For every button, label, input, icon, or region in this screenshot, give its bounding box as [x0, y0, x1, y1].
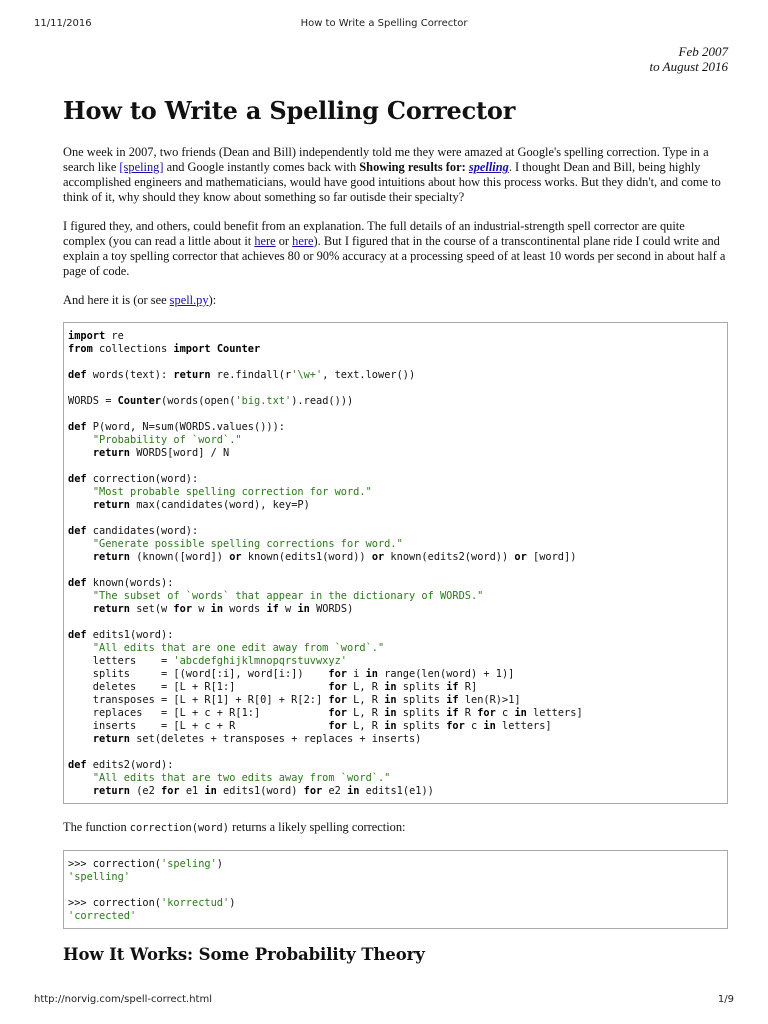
- print-footer: [34, 994, 734, 1008]
- explanation-paragraph: I figured they, and others, could benefit from an explanation. The full details of an industrial-strength spell corrector are quite complex (you can read a little about it here or here). But I figured that in the course of a transcontinental plane ride I could write and explain a toy spelling corrector that achieves 80 or 90% accuracy at a processing speed of at least 10 words per second in about half a page of code.: [63, 219, 726, 278]
- speling-search-link[interactable]: [speling]: [119, 160, 164, 174]
- section-heading: How It Works: Some Probability Theory: [63, 945, 425, 964]
- print-title: How to Write a Spelling Corrector: [300, 18, 468, 29]
- date-range: [63, 44, 728, 74]
- spelling-result-link[interactable]: spelling: [468, 160, 509, 174]
- date-range-start: Feb 2007: [678, 44, 728, 59]
- spell-py-link[interactable]: spell.py: [169, 293, 209, 307]
- print-date: 11/11/2016: [34, 18, 92, 29]
- here-link-1[interactable]: here: [254, 234, 276, 248]
- showing-results-label: Showing results for:: [359, 160, 466, 174]
- code-block: import re from collections import Counter def words(text): return re.findall(r'\w+', text.lower()) WORDS = Counter(words(open('big.txt').read())) def P(word, N=sum(WORDS.values())): "Probability of `word`." return WORDS[word] / N def correction(word): "Most probable spelling correction for word." return max(candidates(word), key=P) def candidates(word): "Generate possible spelling corrections for word." return (known([word]) or known(edits1(word)) or known(edits2(word)) or [word]) def known(words): "The subset of `words` that appear in the dictionary of WORDS." return set(w for w in words if w in WORDS) def edits1(word): "All edits that are one edit away from `word`." letters = 'abcdefghijklmnopqrstuvwxyz' splits = [(word[:i], word[i:]) for i in range(len(word) + 1)] deletes = [L + R[1:] for L, R in splits if R] transposes = [L + R[1] + R[0] + R[2:] for L, R in splits if len(R)>1] replaces = [L + c + R[1:] for L, R in splits if R for c in letters] inserts = [L + c + R for L, R in splits for c in letters] return set(deletes + transposes + replaces + inserts) def edits2(word): "All edits that are two edits away from `word`." return (e2 for e1 in edits1(word) for e2 in edits1(e1)): [63, 322, 728, 804]
- function-description: The function correction(word) returns a likely spelling correction:: [63, 820, 406, 834]
- date-range-end: to August 2016: [649, 59, 728, 74]
- page-number: 1/9: [717, 994, 734, 1005]
- article: [63, 44, 728, 964]
- here-it-is-paragraph: And here it is (or see spell.py):: [63, 293, 217, 307]
- print-url: http://norvig.com/spell-correct.html: [34, 994, 212, 1005]
- intro-paragraph: One week in 2007, two friends (Dean and Bill) independently told me they were amazed at Google's spelling correction. Type in a search like [speling] and Google instantly comes back with Showing results for: spelling. I thought Dean and Bill, being highly accomplished engineers and mathematicians, would have good intuitions about how this process works. But they didn't, and come to think of it, why should they know about something so far outisde their specialty?: [63, 145, 721, 204]
- inline-code-correction: correction(word): [129, 822, 229, 834]
- page-title: How to Write a Spelling Corrector: [63, 96, 516, 125]
- print-header: [34, 18, 734, 32]
- example-block: >>> correction('speling') 'spelling' >>> correction('korrectud') 'corrected': [63, 850, 728, 929]
- here-link-2[interactable]: here: [292, 234, 314, 248]
